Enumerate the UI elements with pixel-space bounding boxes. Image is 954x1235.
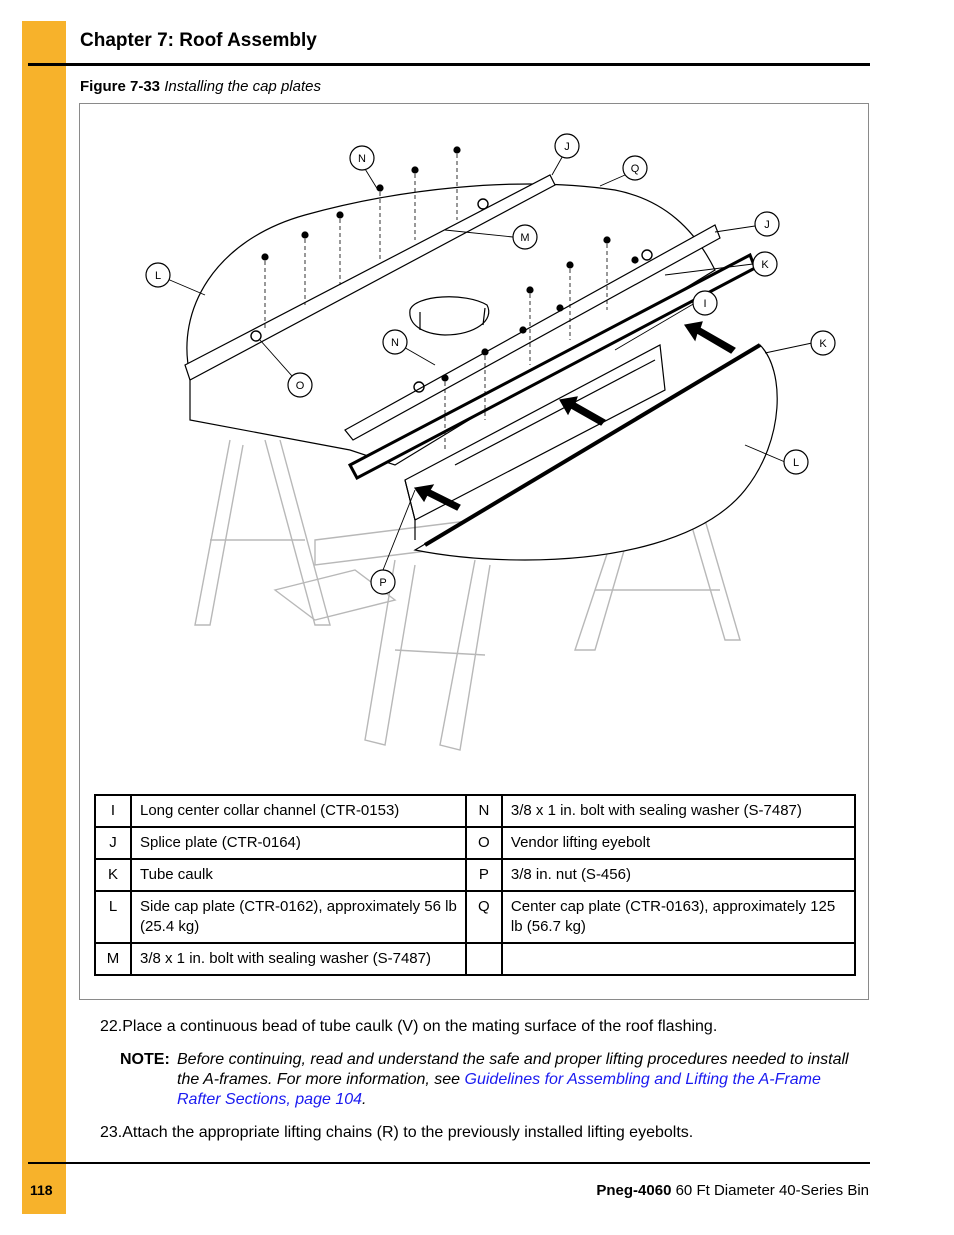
legend-letter: L [95,891,131,943]
legend-description: Tube caulk [131,859,466,891]
note-text: Before continuing, read and understand the safe and proper lifting procedures needed to install the A-frames. For more information, see [177,1051,849,1088]
step-22-text: 22.Place a continuous bead of tube caulk (V) on the mating surface of the roof flashing. [100,1018,718,1035]
cap-plate-installation-drawing [95,120,855,780]
callout-j-right: J [764,219,770,231]
chapter-tab-bar [22,21,66,1214]
callout-l-left: L [154,270,162,282]
callout-k-right: K [819,338,827,350]
figure-caption [80,78,321,95]
footer-rule [28,1162,870,1164]
table-row [95,891,855,943]
legend-letter [466,943,502,975]
table-row [95,795,855,827]
table-row [95,859,855,891]
callout-p: P [379,577,387,589]
legend-description: Long center collar channel (CTR-0153) [131,795,466,827]
legend-letter: K [95,859,131,891]
header-rule [28,63,870,66]
legend-description: Center cap plate (CTR-0163), approximately 125 lb (56.7 kg) [502,891,855,943]
legend-letter: N [466,795,502,827]
figure-number: Figure 7-33 [80,78,161,95]
chapter-title: Chapter 7: Roof Assembly [80,30,317,51]
footer-document-title [596,1182,869,1199]
table-row [95,943,855,975]
document-id: Pneg-4060 [596,1182,672,1199]
legend-letter: P [466,859,502,891]
page-number: 118 [30,1182,53,1198]
legend-description: 3/8 x 1 in. bolt with sealing washer (S-7487) [502,795,855,827]
callout-n-middle: N [391,337,399,349]
legend-letter: J [95,827,131,859]
legend-description: Side cap plate (CTR-0162), approximately 56 lb (25.4 kg) [131,891,466,943]
callout-o: O [295,380,305,392]
figure-caption-text: Installing the cap plates [164,78,321,95]
legend-description [502,943,855,975]
legend-description: 3/8 in. nut (S-456) [502,859,855,891]
table-row [95,827,855,859]
callout-k-upper: K [761,259,769,271]
callout-j-top: J [564,141,570,153]
note-label: NOTE: [120,1051,170,1068]
guidelines-link[interactable]: Guidelines for Assembling and Lifting the A-Frame Rafter Sections, page 104 [177,1071,821,1108]
callout-q: Q [630,163,640,175]
legend-letter: O [466,827,502,859]
legend-description: Splice plate (CTR-0164) [131,827,466,859]
callout-l-right: L [792,457,800,469]
step-23-text: 23.Attach the appropriate lifting chains (R) to the previously installed lifting eyebolts. [100,1124,694,1141]
parts-legend-table [94,794,856,976]
note-content [177,1050,857,1110]
legend-letter: M [95,943,131,975]
legend-description: 3/8 x 1 in. bolt with sealing washer (S-7487) [131,943,466,975]
callout-m: M [520,232,530,244]
legend-letter: Q [466,891,502,943]
document-title: 60 Ft Diameter 40-Series Bin [671,1182,869,1199]
callout-n-top: N [358,153,366,165]
callout-i: I [703,298,707,310]
legend-description: Vendor lifting eyebolt [502,827,855,859]
note-end: . [362,1091,367,1108]
legend-letter: I [95,795,131,827]
